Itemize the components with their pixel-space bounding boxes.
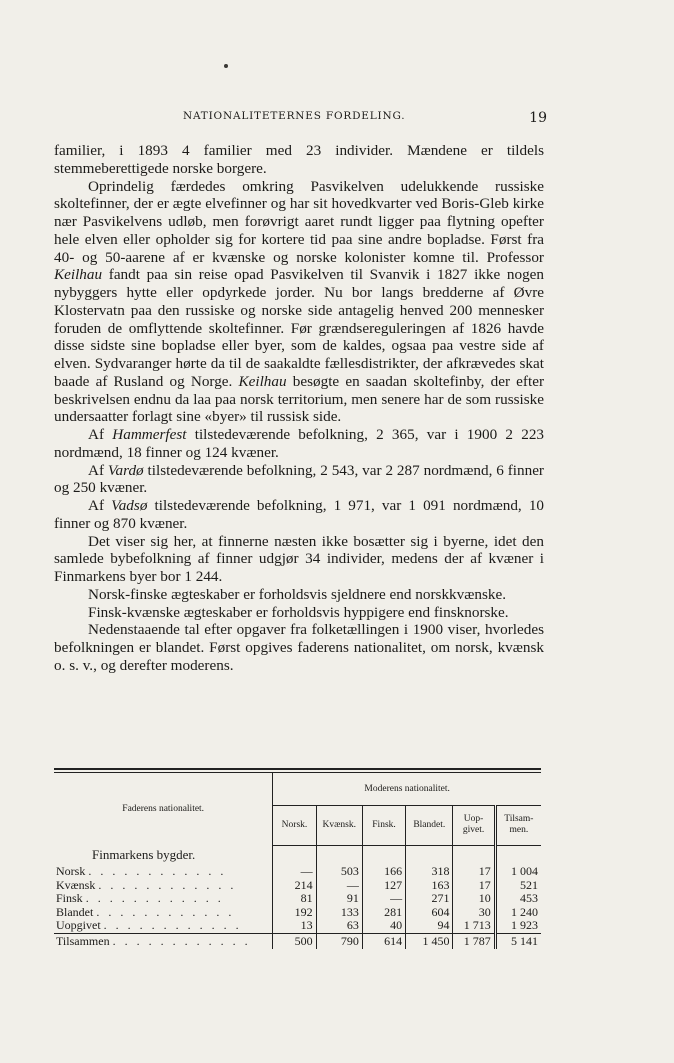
place-vardo: Vardø	[107, 461, 144, 479]
total-cell: 1 787	[453, 933, 495, 949]
row-label: Finsk	[56, 891, 83, 906]
table-cell: 214	[273, 879, 316, 893]
total-cell: 790	[316, 933, 362, 949]
table-cell: 40	[362, 919, 405, 933]
table-cell: 1 240	[495, 906, 541, 920]
table-cell: 503	[316, 865, 362, 879]
table-cell: 13	[273, 919, 316, 933]
paragraph-2: Oprindelig færdedes omkring Pasvikelven udelukkende russiske skoltefinner, der er ægte elvefinner og har sit hovedkvarter ved Boris-Gleb kirke nær Pasvikelvens udløb, men forøvrigt aaret rundt ligger paa flytning opefter hele elven eller opholder sig for kortere tid paa sine andre bopladse. Først fra 40- og 50-aarene af er kvænske og norske kolonister komne til. Professor Keilhau fandt paa sin reise opad Pasvikelven til Svanvik i 1827 ikke nogen nybyggers hytte eller opdyrkede jorder. Nu bor langs bredderne af Øvre Klostervatn paa den russiske og norske side antagelig henved 200 mennesker foruden de omflyttende skoltefinner. Før grændsereguleringen af 1826 havde disse sidste sine bopladse eller byer, som de kaldes, ogsaa paa vestre side af elven. Sydvaranger hørte da til de saakaldte fællesdistrikter, der afkrævedes skat baade af Rusland og Norge. Keilhau besøgte en saadan skoltefinby, der efter beskrivelsen endnu da laa paa norsk territorium, men senere har de som russiske undersaatter forlagt sine «byer» til russisk side.	[54, 177, 545, 426]
table-cell: 604	[406, 906, 453, 920]
table-cell: 1 004	[495, 865, 541, 879]
table-cell: —	[316, 879, 362, 893]
paragraph-hammerfest: Af Hammerfest tilstedeværende befolkning, 2 365, var i 1900 2 223 nordmænd, 18 finner og 124 kvæner.	[54, 426, 545, 461]
col-header-tilsammen: Tilsam-men.	[495, 806, 541, 845]
section-title: Finmarkens bygder.	[92, 847, 196, 862]
row-label: Kvænsk	[56, 877, 96, 892]
paragraph-7: Norsk-finske ægteskaber er forholdsvis sjeldnere end norskkvænske.	[88, 585, 506, 603]
table-row	[54, 906, 541, 920]
total-label: Tilsammen	[56, 933, 110, 948]
table-cell: —	[362, 892, 405, 906]
table-cell: 17	[453, 865, 495, 879]
table-cell: 1 923	[495, 919, 541, 933]
table-cell: 166	[362, 865, 405, 879]
table-top-rule	[54, 768, 541, 770]
paragraph-6: Det viser sig her, at finnerne næsten ikke bosætter sig i byerne, idet den samlede bybefolkning af finner udgjør 34 individer, medens der af kvæner i Finmarkens byer bor 1 244.	[54, 532, 544, 585]
table-cell: 81	[273, 892, 316, 906]
table-cell: —	[273, 865, 316, 879]
page-number: 19	[529, 110, 547, 126]
keilhau-name-2: Keilhau	[238, 372, 287, 390]
father-header: Faderens nationalitet.	[122, 804, 205, 814]
leader-dots: . . . . . . . . . . . .	[98, 877, 237, 892]
paragraph-8: Finsk-kvænske ægteskaber er forholdsvis hyppigere end finsknorske.	[88, 603, 509, 621]
table-cell: 192	[273, 906, 316, 920]
keilhau-name: Keilhau	[54, 266, 103, 284]
table-cell: 271	[406, 892, 453, 906]
running-title: NATIONALITETERNES FORDELING.	[183, 110, 406, 122]
leader-dots: . . . . . . . . . . . .	[88, 864, 227, 878]
table-cell: 453	[495, 892, 541, 906]
row-label: Norsk	[56, 864, 86, 878]
leader-dots: . . . . . . . . . . . .	[96, 904, 235, 919]
paragraph-vadso: Af Vadsø tilstedeværende befolkning, 1 971, var 1 091 nordmænd, 10 finner og 870 kvæner.	[54, 497, 545, 532]
total-cell: 500	[273, 933, 316, 949]
row-label: Blandet	[56, 904, 94, 919]
total-cell: 614	[362, 933, 405, 949]
col-header-finsk: Finsk.	[362, 806, 405, 845]
leader-dots: . . . . . . . . . . . .	[103, 918, 242, 933]
mother-header: Moderens nationalitet.	[273, 773, 541, 806]
col-header-kvaensk: Kvænsk.	[316, 806, 362, 845]
table-cell: 94	[406, 919, 453, 933]
col-header-norsk: Norsk.	[273, 806, 316, 845]
place-vadso: Vadsø	[111, 497, 148, 514]
table-cell: 163	[406, 879, 453, 893]
table-cell: 1 713	[453, 919, 495, 933]
table-cell: 30	[453, 906, 495, 920]
row-label: Uopgivet	[56, 918, 101, 933]
table-cell: 10	[453, 892, 495, 906]
print-dot	[224, 64, 228, 68]
total-row	[54, 933, 541, 949]
marriage-table	[54, 773, 541, 949]
table-row	[54, 879, 541, 893]
leader-dots: . . . . . . . . . . . .	[112, 933, 251, 948]
page-header	[55, 110, 547, 132]
table-row	[54, 919, 541, 933]
table-cell: 133	[316, 906, 362, 920]
table-cell: 91	[316, 892, 362, 906]
table-cell: 127	[362, 879, 405, 893]
table-cell: 521	[495, 879, 541, 893]
place-hammerfest: Hammerfest	[112, 426, 187, 443]
paragraph-vardo: Af Vardø tilstedeværende befolkning, 2 543, var 2 287 nordmænd, 6 finner og 250 kvæner.	[54, 461, 544, 497]
total-cell: 1 450	[406, 933, 453, 949]
table-cell: 17	[453, 879, 495, 893]
table-cell: 281	[362, 906, 405, 920]
col-header-uopgivet: Uop-givet.	[453, 806, 495, 845]
col-header-blandet: Blandet.	[406, 806, 453, 845]
table-row	[54, 892, 541, 906]
table-cell: 63	[316, 919, 362, 933]
table-cell: 318	[406, 865, 453, 879]
total-cell: 5 141	[495, 933, 541, 949]
leader-dots: . . . . . . . . . . . .	[85, 891, 224, 906]
table-row	[54, 865, 541, 879]
paragraph-1: familier, i 1893 4 familier med 23 individer. Mændene er tildels stemmeberettigede norske borgere.	[54, 142, 544, 177]
body-text	[54, 142, 544, 675]
nationality-table	[54, 768, 541, 949]
paragraph-9: Nedenstaaende tal efter opgaver fra folketællingen i 1900 viser, hvorledes befolkningen er blandet. Først opgives faderens nationalitet, om norsk, kvænsk o. s. v., og derefter moderens.	[54, 621, 544, 674]
